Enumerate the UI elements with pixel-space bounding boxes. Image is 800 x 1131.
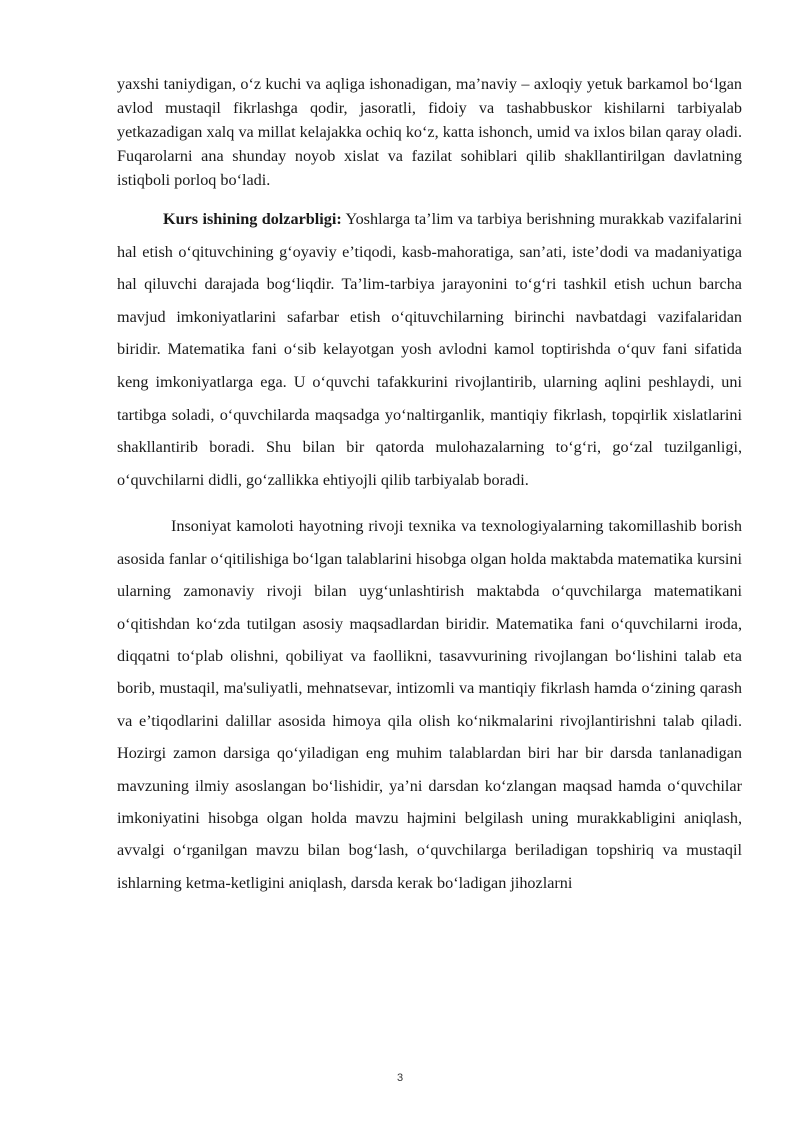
relevance-heading: Kurs ishining dolzarbligi: [163,210,342,228]
page-number: 3 [396,1072,404,1084]
paragraph-continuation: yaxshi taniydigan, o‘z kuchi va aqliga ishonadigan, ma’naviy – axloqiy yetuk barkamol bo‘lgan avlod mustaqil fikrlashga qodir, jasoratli, fidoiy va tashabbuskor kishilarni tarbiyalab yetkazadigan xalq va millat kelajakka ochiq ko‘z, katta ishonch, umid va ixlos bilan qaray oladi. Fuqarolarni ana shunday noyob xislat va fazilat sohiblari qilib shakllantirilgan davlatning istiqboli porloq bo‘ladi. [117,75,742,189]
paragraph-mathematics: Insoniyat kamoloti hayotning rivoji texnika va texnologiyalarning takomillashib borish asosida fanlar o‘qitilishiga bo‘lgan talablarini hisobga olgan holda maktabda matematika kursini ularning zamonaviy rivoji bilan uyg‘unlashtirish maktabda o‘quvchilarga matematikani o‘qitishdan ko‘zda tutilgan asosiy maqsadlardan biridir. Matematika fani o‘quvchilarni iroda, diqqatni to‘plab olishni, qobiliyat va faollikni, tasavvurining rivojlangan bo‘lishini talab eta borib, mustaqil, ma'suliyatli, mehnatsevar, intizomli va mantiqiy fikrlash hamda o‘zining qarash va e’tiqodlarini dalillar asosida himoya qila olish ko‘nikmalarini rivojlantirishni talab qiladi. Hozirgi zamon darsiga qo‘yiladigan eng muhim talablardan biri har bir darsda tanlanadigan mavzuning ilmiy asoslangan bo‘lishidir, ya’ni darsdan ko‘zlangan maqsad hamda o‘quvchilar imkoniyatini hisobga olgan holda mavzu hajmini belgilash uning murakkabligini aniqlash, avvalgi o‘rganilgan mavzu bilan bog‘lash, o‘quvchilarga beriladigan topshiriq va mustaqil ishlarning ketma-ketligini aniqlash, darsda kerak bo‘ladigan jihozlarni [117,517,742,892]
document-page [117,72,742,899]
relevance-text: Yoshlarga ta’lim va tarbiya berishning murakkab vazifalarini hal etish o‘qituvchining g‘oyaviy e’tiqodi, kasb-mahoratiga, san’ati, iste’dodi va madaniyatiga hal qiluvchi darajada bog‘liqdir. Ta’lim-tarbiya jarayonini to‘g‘ri tashkil etish uchun barcha mavjud imkoniyatlarini safarbar etish o‘qituvchilarning birinchi navbatdagi vazifalaridan biridir. Matematika fani o‘sib kelayotgan yosh avlodni kamol toptirishda o‘quv fani sifatida keng imkoniyatlarga ega. U o‘quvchi tafakkurini rivojlantirib, ularning aqlini peshlaydi, uni tartibga soladi, o‘quvchilarda maqsadga yo‘naltirganlik, mantiqiy fikrlash, topqirlik xislatlarini shakllantirib boradi. Shu bilan bir qatorda mulohazalarning to‘g‘ri, go‘zal tuzilganligi, o‘quvchilarni didli, go‘zallikka ehtiyojli qilib tarbiyalab boradi. [117,210,742,489]
paragraph-relevance [117,203,742,496]
